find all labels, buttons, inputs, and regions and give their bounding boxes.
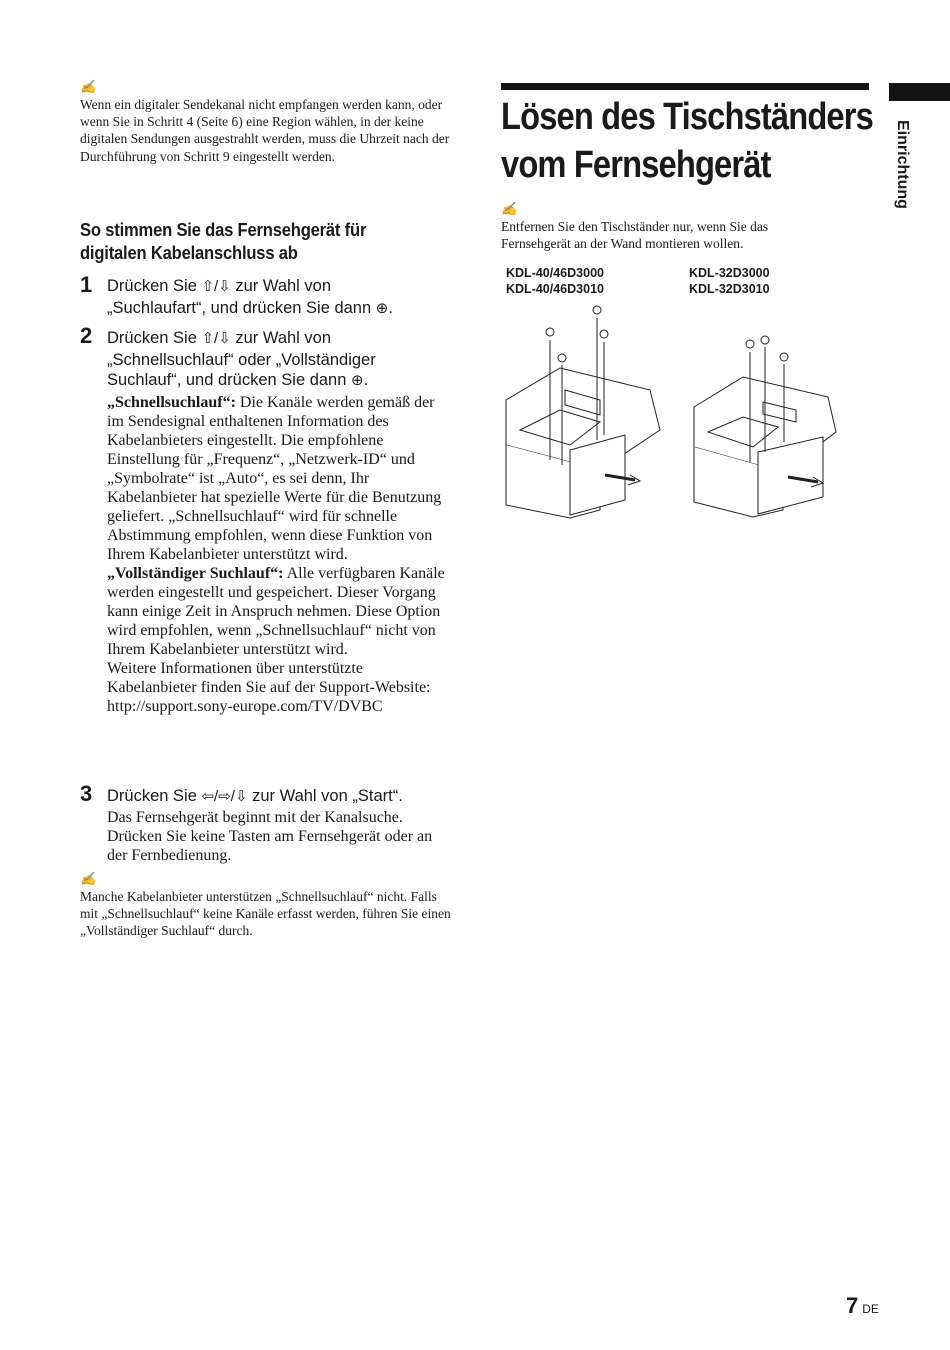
step-text-part: zur Wahl von xyxy=(230,329,332,347)
step-text-part: Drücken Sie xyxy=(107,277,202,295)
step-text-part: „Schnellsuchlauf“ oder „Vollständiger xyxy=(107,350,376,369)
step-text-part: zur Wahl von „Start“. xyxy=(247,787,403,805)
support-url: http://support.sony-europe.com/TV/DVBC xyxy=(107,698,383,715)
step-description xyxy=(107,393,452,716)
step-text-part: „Suchlaufart“, und drücken Sie dann xyxy=(107,298,376,317)
title-line2: vom Fernsehgerät xyxy=(501,144,771,186)
model-number: KDL-40/46D3010 xyxy=(506,282,604,296)
model-number: KDL-32D3000 xyxy=(689,266,770,280)
model-number: KDL-32D3010 xyxy=(689,282,770,296)
term: „Vollständiger Suchlauf“: xyxy=(107,565,284,582)
step-text-part: Drücken Sie xyxy=(107,329,202,347)
step-text-part: zur Wahl von xyxy=(230,277,332,295)
enter-button-icon: ⊕ xyxy=(351,372,364,389)
page-number xyxy=(846,1293,879,1319)
paragraph-text: Die Kanäle werden gemäß der im Sendesignal enthaltenen Information des Kabelanbieters eingestellt. Die empfohlene Einstellung für „Frequenz“, „Netzwerk-ID“ und „Symbolrate“ ist „Auto“, es sei denn, Ihr Kabelanbieter hat spezielle Werte für die Benutzung geliefert. „Schnellsuchlauf“ wird für schnelle Abstimmung empfohlen, wenn diese Funktion von Ihrem Kabelanbieter unterstützt wird. xyxy=(107,394,442,563)
note-text: Entfernen Sie den Tischständer nur, wenn Sie das Fernsehgerät an der Wand montieren wollen. xyxy=(501,219,769,252)
step-text-part: Drücken Sie xyxy=(107,787,202,805)
step-text-part: Suchlauf“, und drücken Sie dann xyxy=(107,371,351,389)
page-language-code: DE xyxy=(862,1302,879,1316)
section-heading-line2: digitalen Kabelanschluss ab xyxy=(80,243,298,263)
model-list-left xyxy=(506,265,604,297)
section-heading xyxy=(80,219,448,265)
step-text-part: . xyxy=(388,298,393,317)
note-text: Wenn ein digitaler Sendekanal nicht empfangen werden kann, oder wenn Sie in Schritt 4 (Seite 6) eine Region wählen, in der keine digitalen Sendungen ausgestrahlt werden, muss die Uhrzeit nach der Durchführung von Schritt 9 eingestellt werden. xyxy=(80,97,450,164)
model-number: KDL-40/46D3000 xyxy=(506,266,604,280)
term: „Schnellsuchlauf“: xyxy=(107,394,236,411)
model-list-right xyxy=(689,265,770,297)
step-number: 2 xyxy=(80,323,93,348)
note-text: Manche Kabelanbieter unterstützen „Schnellsuchlauf“ nicht. Falls mit „Schnellsuchlauf“ keine Kanäle erfasst werden, führen Sie einen „Vollständiger Suchlauf“ durch. xyxy=(80,889,451,939)
paragraph-text: Alle verfügbaren Kanäle werden eingestellt und gespeichert. Dieser Vorgang kann einige Zeit in Anspruch nehmen. Diese Option wird empfohlen, wenn „Schnellsuchlauf“ nicht von Ihrem Kabelanbieter unterstützt wird. xyxy=(107,565,445,658)
step-text-part: . xyxy=(363,371,369,389)
step-description: Das Fernsehgerät beginnt mit der Kanalsuche. Drücken Sie keine Tasten am Fernsehgerät oder an der Fernbedienung. xyxy=(107,809,433,864)
up-down-arrow-icon: ⇧/⇩ xyxy=(201,330,231,347)
step-number: 1 xyxy=(80,272,93,297)
arrow-keys-icon: ⇦/⇨/⇩ xyxy=(201,788,248,805)
step-instruction xyxy=(107,786,457,808)
section-heading-line1: So stimmen Sie das Fernsehgerät für xyxy=(80,220,367,240)
support-paragraph: Weitere Informationen über unterstützte Kabelanbieter finden Sie auf der Support-Website: xyxy=(107,660,431,696)
note-pencil-icon: ✍ xyxy=(80,79,97,94)
section-tab-marker xyxy=(889,83,950,101)
stand-removal-illustration-small xyxy=(688,322,863,522)
page-number-value: 7 xyxy=(846,1293,859,1318)
step-instruction xyxy=(107,276,457,319)
stand-removal-illustration-large xyxy=(500,300,680,520)
step-number: 3 xyxy=(80,781,93,806)
full-scan-paragraph xyxy=(107,564,452,659)
up-down-arrow-icon: ⇧/⇩ xyxy=(201,278,231,295)
page-title xyxy=(501,93,873,189)
note-pencil-icon: ✍ xyxy=(80,871,97,886)
enter-button-icon: ⊕ xyxy=(375,299,389,317)
quick-scan-paragraph xyxy=(107,393,452,564)
note-pencil-icon: ✍ xyxy=(501,201,518,216)
section-tab-label: Einrichtung xyxy=(894,120,911,209)
title-line1: Lösen des Tischständers xyxy=(501,96,873,138)
step-instruction xyxy=(107,328,457,392)
title-rule xyxy=(501,83,869,90)
